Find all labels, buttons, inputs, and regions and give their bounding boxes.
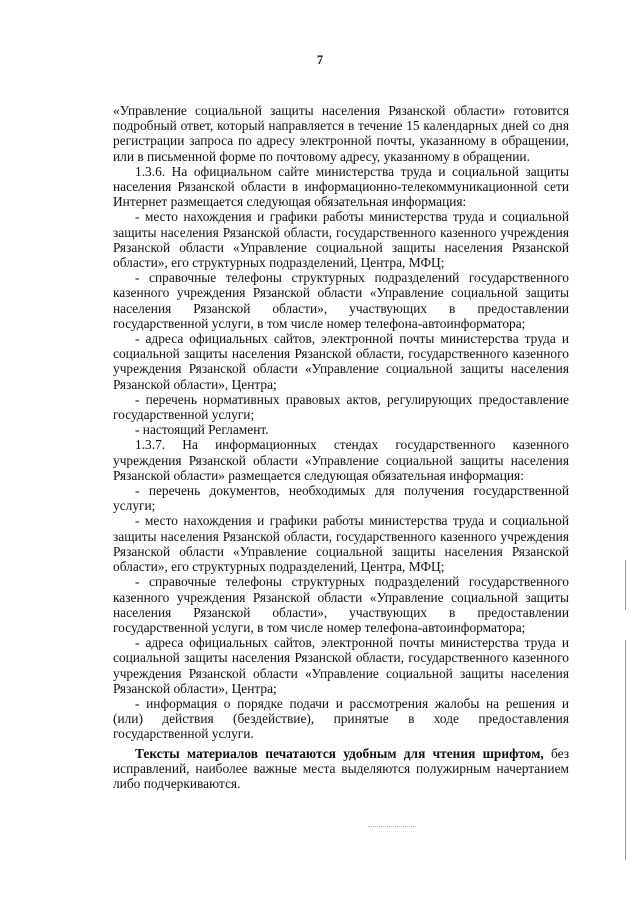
paragraph-section-1-3-6: 1.3.6. На официальном сайте министерства труда и социальной защиты населения Рязанской области в информационно-телекоммуникационной сети Интернет размещается следующая обязательная информация: [113,163,569,210]
document-body [113,103,569,791]
final-note [113,746,569,792]
paragraph-1: «Управление социальной защиты населения Рязанской области» готовится подробный ответ, который направляется в течение 15 календарных дней со дня регистрации запроса по адресу электронной почты, указанному в обращении, или в письменной форме по почтовому адресу, указанному в обращении. [113,103,569,164]
scan-dots [368,826,416,829]
list-item-websites: - адреса официальных сайтов, электронной почты министерства труда и социальной защиты населения Рязанской области, государственного казенного учреждения Рязанской области «Управление социальной защиты населения Рязанской области», Центра; [113,331,569,392]
list-item-location-schedule: - место нахождения и графики работы министерства труда и социальной защиты населения Рязанской области, государственного казенного учреждения Рязанской области «Управление социальной защиты населения Рязанской области», его структурных подразделений, Центра, МФЦ; [113,209,569,271]
list-item-legal-acts: - перечень нормативных правовых актов, регулирующих предоставление государственной услуги; [113,391,569,423]
list-item-documents: - перечень документов, необходимых для получения государственной услуги; [113,483,569,514]
final-note-rest: без исправлений, наиболее важные места выделяются полужирным начертанием либо подчеркиваются. [113,745,569,791]
paragraph-section-1-3-7: 1.3.7. На информационных стендах государственного казенного учреждения Рязанской области «Управление социальной защиты населения Рязанской области» размещается следующая обязательная информация: [113,437,569,483]
list-item-websites-2: - адреса официальных сайтов, электронной почты министерства труда и социальной защиты населения Рязанской области, государственного казенного учреждения Рязанской области «Управление социальной защиты населения Рязанской области», Центра; [113,635,569,696]
list-item-regulation: - настоящий Регламент. [135,422,269,438]
list-item-phones-2: - справочные телефоны структурных подразделений государственного казенного учреждения Рязанской области «Управление социальной защиты населения Рязанской области», участвующих в предоставлении государственной услуги, в том числе номер телефона-автоинформатора; [113,574,569,635]
list-item-location-schedule-2: - место нахождения и графики работы министерства труда и социальной защиты населения Рязанской области, государственного казенного учреждения Рязанской области «Управление социальной защиты населения Рязанской области», его структурных подразделений, Центра, МФЦ; [113,513,569,575]
scan-edge-mark [625,560,626,610]
scan-edge-mark [625,640,626,860]
final-note-bold: Тексты материалов печатаются удобным для чтения шрифтом, [135,745,544,761]
page-number: 7 [316,53,324,67]
list-item-phones: - справочные телефоны структурных подразделений государственного казенного учреждения Рязанской области «Управление социальной защиты населения Рязанской области», участвующих в предоставлении государственной услуги, в том числе номер телефона-автоинформатора; [113,270,569,331]
list-item-complaints: - информация о порядке подачи и рассмотрения жалобы на решения и (или) действия (бездействие), принятые в ходе предоставления государственной услуги. [113,695,569,742]
